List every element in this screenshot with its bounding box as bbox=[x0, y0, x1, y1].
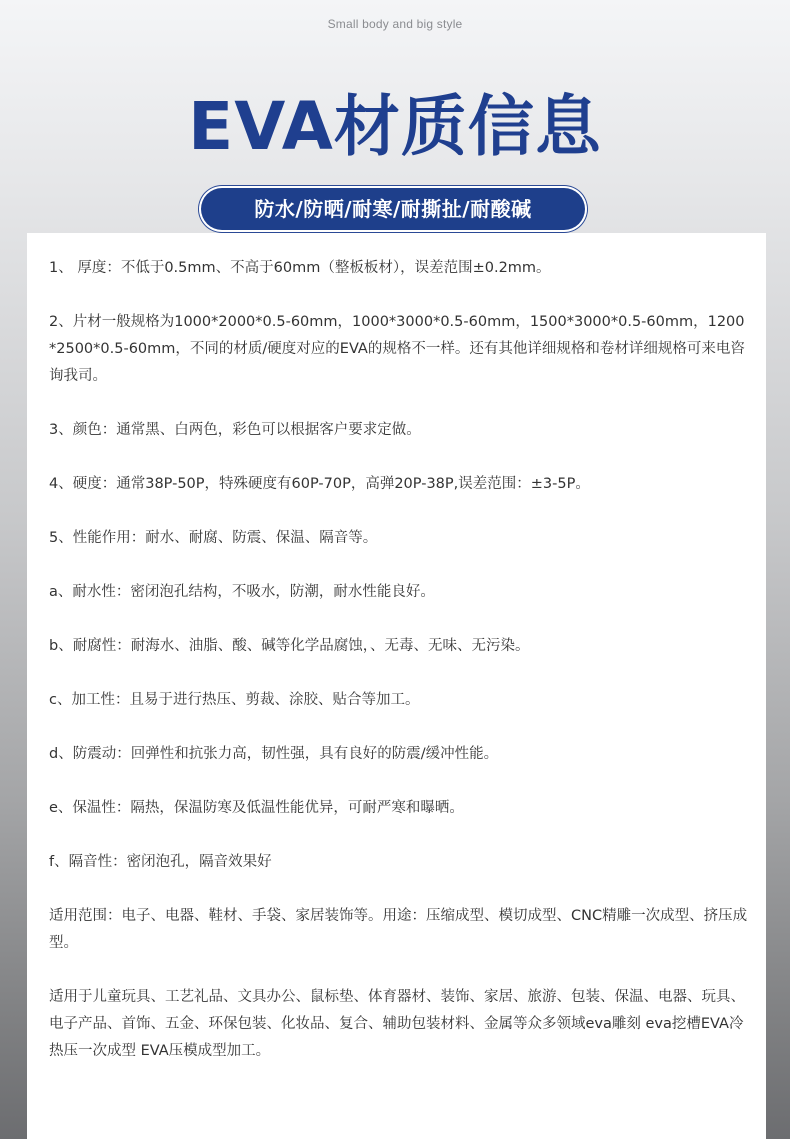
spec-thickness: 1、 厚度：不低于0.5mm、不高于60mm（整板板材），误差范围±0.2mm。 bbox=[49, 260, 551, 276]
spec-content-card bbox=[27, 233, 766, 1139]
features-badge: 防水/防晒/耐寒/耐撕扯/耐酸碱 bbox=[201, 188, 585, 230]
spec-sheet-sizes: 2、片材一般规格为1000*2000*0.5-60mm，1000*3000*0.5-60mm，1500*3000*0.5-60mm，1200*2500*0.5-60mm，不同的材质/硬度对应的EVA的规格不一样。还有其他详细规格和卷材详细规格可来电咨询我司。 bbox=[49, 314, 745, 384]
spec-application-scope: 适用范围：电子、电器、鞋材、手袋、家居装饰等。用途：压缩成型、模切成型、CNC精雕一次成型、挤压成型。 bbox=[49, 908, 748, 951]
spec-application-fields: 适用于儿童玩具、工艺礼品、文具办公、鼠标垫、体育器材、装饰、家居、旅游、包装、保温、电器、玩具、电子产品、首饰、五金、环保包装、化妆品、复合、辅助包装材料、金属等众多领域eva雕刻 eva挖槽EVA冷热压一次成型 EVA压模成型加工。 bbox=[49, 989, 745, 1059]
page-title: EVA材质信息 bbox=[188, 88, 602, 165]
spec-thermal-insulation: e、保温性：隔热，保温防寒及低温性能优异，可耐严寒和曝晒。 bbox=[49, 800, 464, 816]
spec-color: 3、颜色：通常黑、白两色，彩色可以根据客户要求定做。 bbox=[49, 422, 421, 438]
spec-corrosion-resistance: b、耐腐性：耐海水、油脂、酸、碱等化学品腐蚀，、无毒、无味、无污染。 bbox=[49, 638, 530, 654]
spec-hardness: 4、硬度：通常38P-50P，特殊硬度有60P-70P，高弹20P-38P,误差范围：±3-5P。 bbox=[49, 476, 590, 492]
spec-processability: c、加工性：且易于进行热压、剪裁、涂胶、贴合等加工。 bbox=[49, 692, 420, 708]
spec-water-resistance: a、耐水性：密闭泡孔结构，不吸水，防潮，耐水性能良好。 bbox=[49, 584, 435, 600]
spec-performance: 5、性能作用：耐水、耐腐、防震、保温、隔音等。 bbox=[49, 530, 378, 546]
spec-shock-absorption: d、防震动：回弹性和抗张力高，韧性强，具有良好的防震/缓冲性能。 bbox=[49, 746, 499, 762]
spec-sound-insulation: f、隔音性：密闭泡孔，隔音效果好 bbox=[49, 854, 272, 870]
tagline: Small body and big style bbox=[327, 17, 463, 31]
